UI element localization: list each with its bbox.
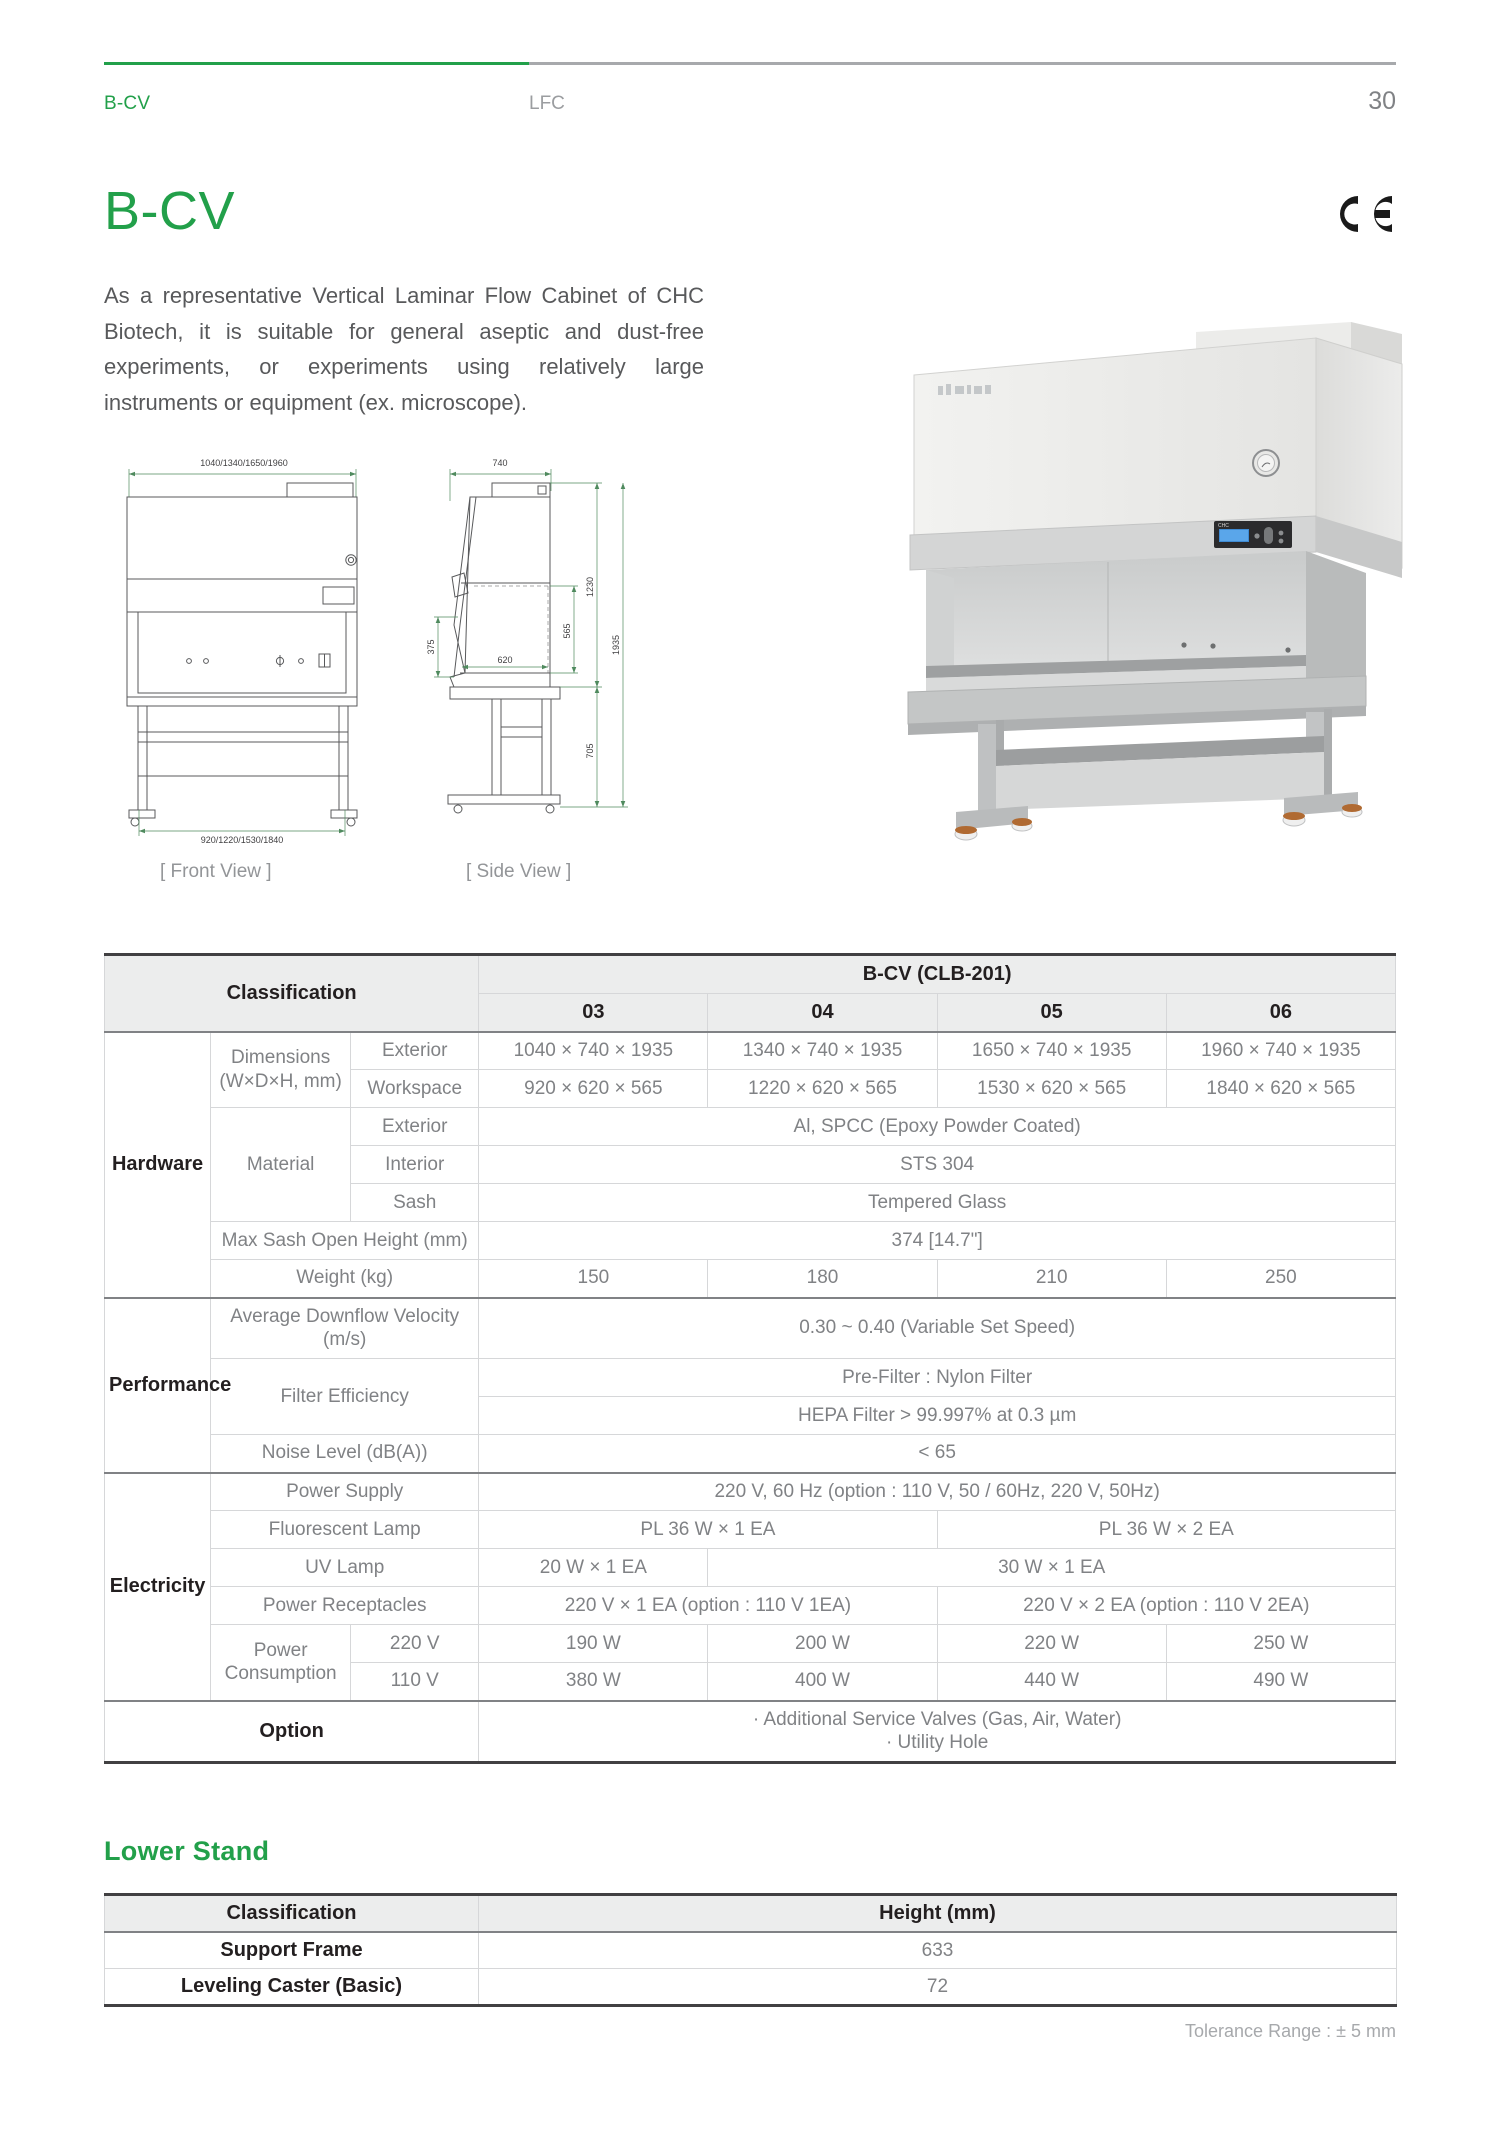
dim-workspace-04: 1220 × 620 × 565 [708,1070,937,1108]
weight-05: 210 [937,1260,1166,1298]
material-interior-label: Interior [351,1146,479,1184]
table-row [105,1108,1396,1146]
section-label-electricity: Electricity [105,1473,211,1701]
max-sash-value: 374 [14.7"] [479,1222,1396,1260]
drawing-captions [104,861,1396,891]
power-consumption-label [211,1625,351,1701]
receptacles-value-1: 220 V × 1 EA (option : 110 V 1EA) [479,1587,937,1625]
section-label-performance: Performance [105,1298,211,1473]
consumption-220v-06: 250 W [1166,1625,1395,1663]
table-row [105,1511,1396,1549]
table-row [105,1701,1396,1763]
front-bottom-dimension-label: 920/1220/1530/1840 [200,834,284,845]
section-label-hardware: Hardware [105,1032,211,1298]
downflow-value: 0.30 ~ 0.40 (Variable Set Speed) [479,1298,1396,1359]
uv-lamp-label: UV Lamp [211,1549,479,1587]
fluorescent-lamp-value-2: PL 36 W × 2 EA [937,1511,1395,1549]
option-label: Option [105,1701,479,1763]
page-title: B-CV [104,181,236,241]
noise-value: < 65 [479,1435,1396,1473]
model-header-06: 06 [1166,993,1395,1032]
table-row [105,1222,1396,1260]
power-supply-label: Power Supply [211,1473,479,1511]
model-header-04: 04 [708,993,937,1032]
table-row [105,1549,1396,1587]
power-consumption-line2: Consumption [224,1663,337,1685]
lower-stand-title: Lower Stand [104,1836,270,1866]
consumption-110v-04: 400 W [708,1663,937,1701]
filter-efficiency-label: Filter Efficiency [211,1359,479,1435]
dimensions-title: Dimensions [230,1047,331,1068]
weight-06: 250 [1166,1260,1395,1298]
side-view-drawing [424,455,639,847]
consumption-110v-06: 490 W [1166,1663,1395,1701]
table-row [105,954,1396,993]
side-sash-height-label: 375 [426,638,436,655]
header-category: LFC [529,93,565,114]
fluorescent-lamp-label: Fluorescent Lamp [211,1511,479,1549]
side-cabinet-height-label: 1230 [585,576,595,597]
dim-workspace-03: 920 × 620 × 565 [479,1070,708,1108]
dim-workspace-label: Workspace [351,1070,479,1108]
downflow-label: Average Downflow Velocity (m/s) [211,1298,479,1359]
weight-03: 150 [479,1260,708,1298]
ls-row-label-support-frame: Support Frame [105,1932,479,1969]
side-depth-label: 740 [492,457,508,468]
ls-row-value-leveling-caster: 72 [479,1969,1397,2006]
side-workspace-depth-label: 620 [497,654,513,665]
weight-label: Weight (kg) [211,1260,479,1298]
header-rule [104,62,1396,65]
specification-table [104,953,1396,1765]
power-supply-value: 220 V, 60 Hz (option : 110 V, 50 / 60Hz, 220 V, 50Hz) [479,1473,1396,1511]
material-exterior-value: Al, SPCC (Epoxy Powder Coated) [479,1108,1396,1146]
material-exterior-label: Exterior [351,1108,479,1146]
table-row [105,1298,1396,1359]
side-view-caption: [ Side View ] [466,860,572,882]
product-photo [896,320,1426,850]
table-row [105,1969,1397,2006]
table-row [105,1260,1396,1298]
uv-lamp-value-1: 20 W × 1 EA [479,1549,708,1587]
ls-header-height: Height (mm) [479,1895,1397,1933]
ce-mark-icon [1330,192,1396,236]
filter-prefilter-value: Pre-Filter : Nylon Filter [479,1359,1396,1397]
option-item-2: · Utility Hole [885,1732,989,1754]
front-view-caption: [ Front View ] [160,860,272,882]
dim-workspace-06: 1840 × 620 × 565 [1166,1070,1395,1108]
header-product-code: B-CV [104,93,151,114]
lower-stand-table [104,1893,1397,2007]
model-group-header: B-CV (CLB-201) [479,954,1396,993]
option-values [479,1701,1396,1763]
dim-exterior-03: 1040 × 740 × 1935 [479,1032,708,1070]
header-rule-accent [104,62,529,65]
dim-exterior-06: 1960 × 740 × 1935 [1166,1032,1395,1070]
table-row [105,1895,1397,1933]
ls-row-label-leveling-caster: Leveling Caster (Basic) [105,1969,479,2006]
lower-stand-table-wrap [104,1893,1396,2042]
tolerance-note: Tolerance Range : ± 5 mm [1185,2021,1396,2041]
material-sash-label: Sash [351,1184,479,1222]
weight-04: 180 [708,1260,937,1298]
dimensions-label [211,1032,351,1108]
classification-header: Classification [105,954,479,1032]
page-number: 30 [1368,87,1396,115]
table-row [105,1032,1396,1070]
material-interior-value: STS 304 [479,1146,1396,1184]
table-row [105,1435,1396,1473]
dim-exterior-04: 1340 × 740 × 1935 [708,1032,937,1070]
specification-table-wrap [104,953,1396,1765]
consumption-220v-04: 200 W [708,1625,937,1663]
side-stand-height-label: 705 [585,742,595,759]
dim-exterior-label: Exterior [351,1032,479,1070]
dim-exterior-05: 1650 × 740 × 1935 [937,1032,1166,1070]
ls-row-value-support-frame: 633 [479,1932,1397,1969]
uv-lamp-value-2: 30 W × 1 EA [708,1549,1396,1587]
table-row [105,1625,1396,1663]
filter-hepa-value: HEPA Filter > 99.997% at 0.3 µm [479,1397,1396,1435]
dim-workspace-05: 1530 × 620 × 565 [937,1070,1166,1108]
table-row [105,1932,1397,1969]
fluorescent-lamp-value-1: PL 36 W × 1 EA [479,1511,937,1549]
side-total-height-label: 1935 [611,634,621,655]
consumption-110v-label: 110 V [351,1663,479,1701]
consumption-110v-05: 440 W [937,1663,1166,1701]
running-header [104,0,1396,116]
receptacles-value-2: 220 V × 2 EA (option : 110 V 2EA) [937,1587,1395,1625]
consumption-220v-05: 220 W [937,1625,1166,1663]
consumption-110v-03: 380 W [479,1663,708,1701]
dimensions-unit: (W×D×H, mm) [219,1070,342,1092]
table-row [105,1473,1396,1511]
noise-label: Noise Level (dB(A)) [211,1435,479,1473]
consumption-220v-03: 190 W [479,1625,708,1663]
model-header-03: 03 [479,993,708,1032]
ls-header-classification: Classification [105,1895,479,1933]
material-sash-value: Tempered Glass [479,1184,1396,1222]
front-view-drawing [111,455,381,847]
side-workspace-height-label: 565 [562,622,572,639]
material-label: Material [211,1108,351,1222]
svg-text:CHC: CHC [1218,523,1229,529]
consumption-220v-label: 220 V [351,1625,479,1663]
table-row [105,1359,1396,1397]
table-row [105,1587,1396,1625]
max-sash-label: Max Sash Open Height (mm) [211,1222,479,1260]
product-description: As a representative Vertical Laminar Flow Cabinet of CHC Biotech, it is suitable for general aseptic and dust-free experiments, or experiments using relatively large instruments or equipment (ex. microscope). [104,283,704,415]
title-row [104,181,1396,241]
option-item-1: · Additional Service Valves (Gas, Air, Water) [752,1708,1122,1730]
front-top-dimension-label: 1040/1340/1650/1960 [200,457,288,468]
power-consumption-line1: Power [253,1639,308,1661]
receptacles-label: Power Receptacles [211,1587,479,1625]
model-header-05: 05 [937,993,1166,1032]
